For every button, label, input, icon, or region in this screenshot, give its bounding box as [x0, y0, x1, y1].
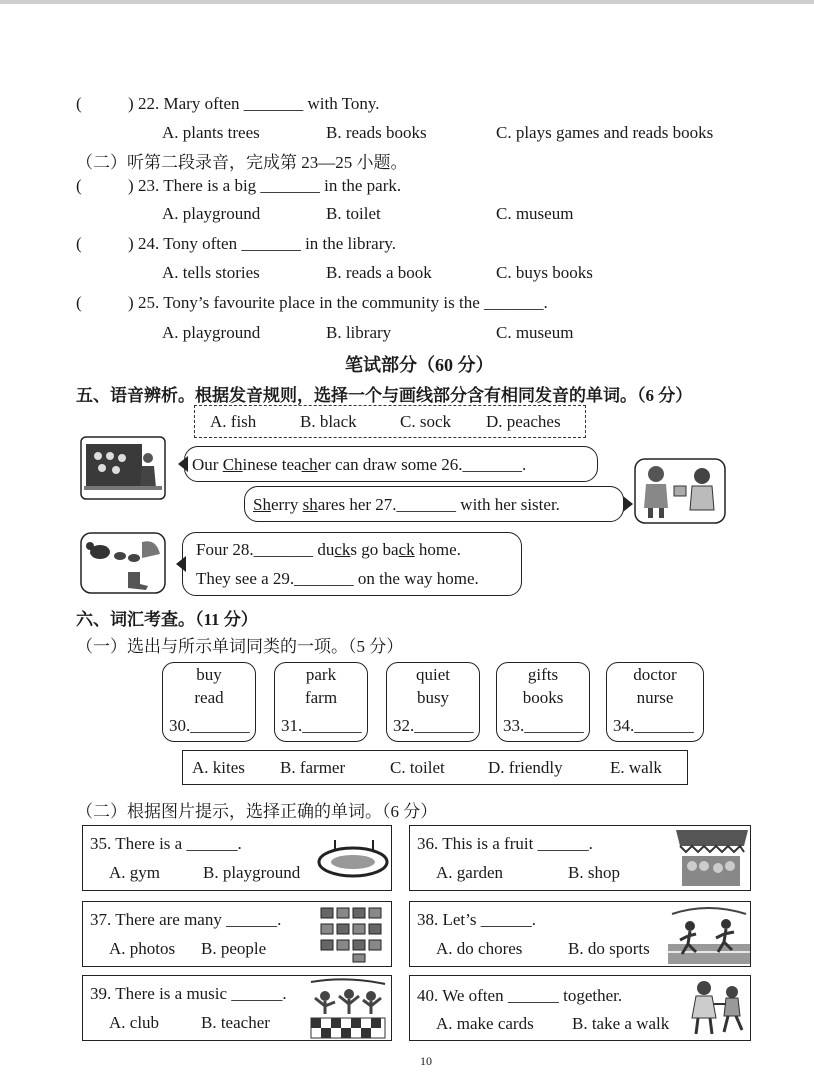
q24-option-c: C. buys books [496, 263, 593, 282]
q23-option-a: A. playground [162, 204, 261, 223]
q35-option-b: B. playground [203, 863, 301, 882]
card-word-2: nurse [636, 688, 674, 707]
answer-paren-open: ( [76, 234, 82, 253]
card-word-2: books [522, 688, 564, 707]
answer-paren-close: ) [128, 234, 134, 253]
photos-icon [319, 906, 385, 964]
q25-option-c: C. museum [496, 323, 574, 342]
q36-option-a: A. garden [436, 863, 504, 882]
walking-kids-icon [684, 976, 750, 1040]
sentence-28: Four 28._______ ducks go back home. [196, 540, 461, 559]
answer-paren-open: ( [76, 94, 82, 113]
question-36-cell [409, 825, 751, 891]
answer-paren-open: ( [76, 293, 82, 312]
question-22-stem: 22. Mary often _______ with Tony. [138, 94, 380, 113]
question-23-stem: 23. There is a big _______ in the park. [138, 176, 402, 195]
s5-option-c: C. sock [400, 412, 451, 431]
ducks-sock-picture [80, 532, 166, 594]
q23-option-b: B. toilet [326, 204, 381, 223]
card-word-1: doctor [633, 665, 677, 684]
question-35-stem: 35. There is a ______. [90, 834, 242, 853]
sentence-27: Sherry shares her 27._______ with her sister. [253, 495, 560, 514]
card-blank: 34._______ [613, 716, 694, 735]
s5-option-a: A. fish [210, 412, 257, 431]
question-38-cell [409, 901, 751, 967]
section-6-part2-header: （二）根据图片提示，选择正确的单词。（6 分） [76, 802, 438, 821]
s6-option-b: B. farmer [280, 758, 346, 777]
q40-option-b: B. take a walk [572, 1014, 670, 1033]
q40-option-a: A. make cards [436, 1014, 534, 1033]
card-word-1: gifts [527, 665, 559, 684]
card-word-2: read [194, 688, 224, 707]
bubble-tail [176, 556, 186, 572]
bubble-tail [623, 496, 633, 512]
answer-paren-open: ( [76, 176, 82, 195]
q39-option-a: A. club [109, 1013, 160, 1032]
card-blank: 31._______ [281, 716, 362, 735]
running-kids-icon [668, 904, 750, 966]
question-24-stem: 24. Tony often _______ in the library. [138, 234, 397, 253]
q36-option-b: B. shop [568, 863, 620, 882]
card-blank: 30._______ [169, 716, 250, 735]
card-word-1: park [305, 665, 337, 684]
answer-paren-close: ) [128, 176, 134, 195]
q24-option-b: B. reads a book [326, 263, 432, 282]
q38-option-a: A. do chores [436, 939, 523, 958]
sentence-26: Our Chinese teacher can draw some 26._______. [192, 455, 527, 474]
q25-option-a: A. playground [162, 323, 261, 342]
fruit-shop-icon [674, 826, 750, 890]
s6-option-d: D. friendly [488, 758, 563, 777]
question-39-stem: 39. There is a music ______. [90, 984, 287, 1003]
question-38-stem: 38. Let’s ______. [417, 910, 536, 929]
s6-option-e: E. walk [610, 758, 662, 777]
section-6-part1-header: （一）选出与所示单词同类的一项。（5 分） [76, 637, 404, 656]
teacher-blackboard-picture [80, 436, 166, 500]
question-40-cell [409, 975, 751, 1041]
question-37-cell [82, 901, 392, 967]
question-35-cell [82, 825, 392, 891]
q37-option-a: A. photos [109, 939, 176, 958]
q22-option-c: C. plays games and reads books [496, 123, 714, 142]
s5-option-b: B. black [300, 412, 357, 431]
girls-sharing-picture [634, 458, 726, 524]
s6-option-c: C. toilet [390, 758, 445, 777]
q23-option-c: C. museum [496, 204, 574, 223]
card-word-1: buy [196, 665, 222, 684]
sentence-29: They see a 29._______ on the way home. [196, 569, 479, 588]
s5-option-d: D. peaches [486, 412, 561, 431]
q39-option-b: B. teacher [201, 1013, 270, 1032]
answer-paren-close: ) [128, 293, 134, 312]
q22-option-b: B. reads books [326, 123, 427, 142]
top-edge-bar [0, 0, 814, 4]
q35-option-a: A. gym [109, 863, 160, 882]
section-5-title: 五、语音辨析。根据发音规则，选择一个与画线部分含有相同发音的单词。（6 分） [76, 386, 693, 405]
word-card-31 [274, 662, 368, 742]
word-card-34 [606, 662, 704, 742]
question-37-stem: 37. There are many ______. [90, 910, 282, 929]
card-word-2: farm [304, 688, 338, 707]
q38-option-b: B. do sports [568, 939, 650, 958]
word-card-30 [162, 662, 256, 742]
card-word-1: quiet [416, 665, 450, 684]
written-part-title: 笔试部分（60 分） [345, 355, 494, 375]
q25-option-b: B. library [326, 323, 392, 342]
q24-option-a: A. tells stories [162, 263, 260, 282]
bubble-tail [178, 456, 188, 472]
word-card-32 [386, 662, 480, 742]
question-25-stem: 25. Tony’s favourite place in the community is the _______. [138, 293, 548, 312]
section-6-title: 六、词汇考查。（11 分） [76, 610, 258, 629]
q37-option-b: B. people [201, 939, 267, 958]
answer-paren-close: ) [128, 94, 134, 113]
word-card-33 [496, 662, 590, 742]
card-word-2: busy [416, 688, 450, 707]
q22-option-a: A. plants trees [162, 123, 260, 142]
card-blank: 32._______ [393, 716, 474, 735]
question-40-stem: 40. We often ______ together. [417, 986, 623, 1005]
card-blank: 33._______ [503, 716, 584, 735]
playground-track-icon [315, 834, 391, 886]
music-club-icon [305, 978, 389, 1040]
page-number: 10 [420, 1054, 432, 1068]
question-39-cell [82, 975, 392, 1041]
listening-part2-header: （二）听第二段录音，完成第 23—25 小题。 [76, 153, 408, 172]
question-36-stem: 36. This is a fruit ______. [417, 834, 593, 853]
s6-option-a: A. kites [192, 758, 245, 777]
